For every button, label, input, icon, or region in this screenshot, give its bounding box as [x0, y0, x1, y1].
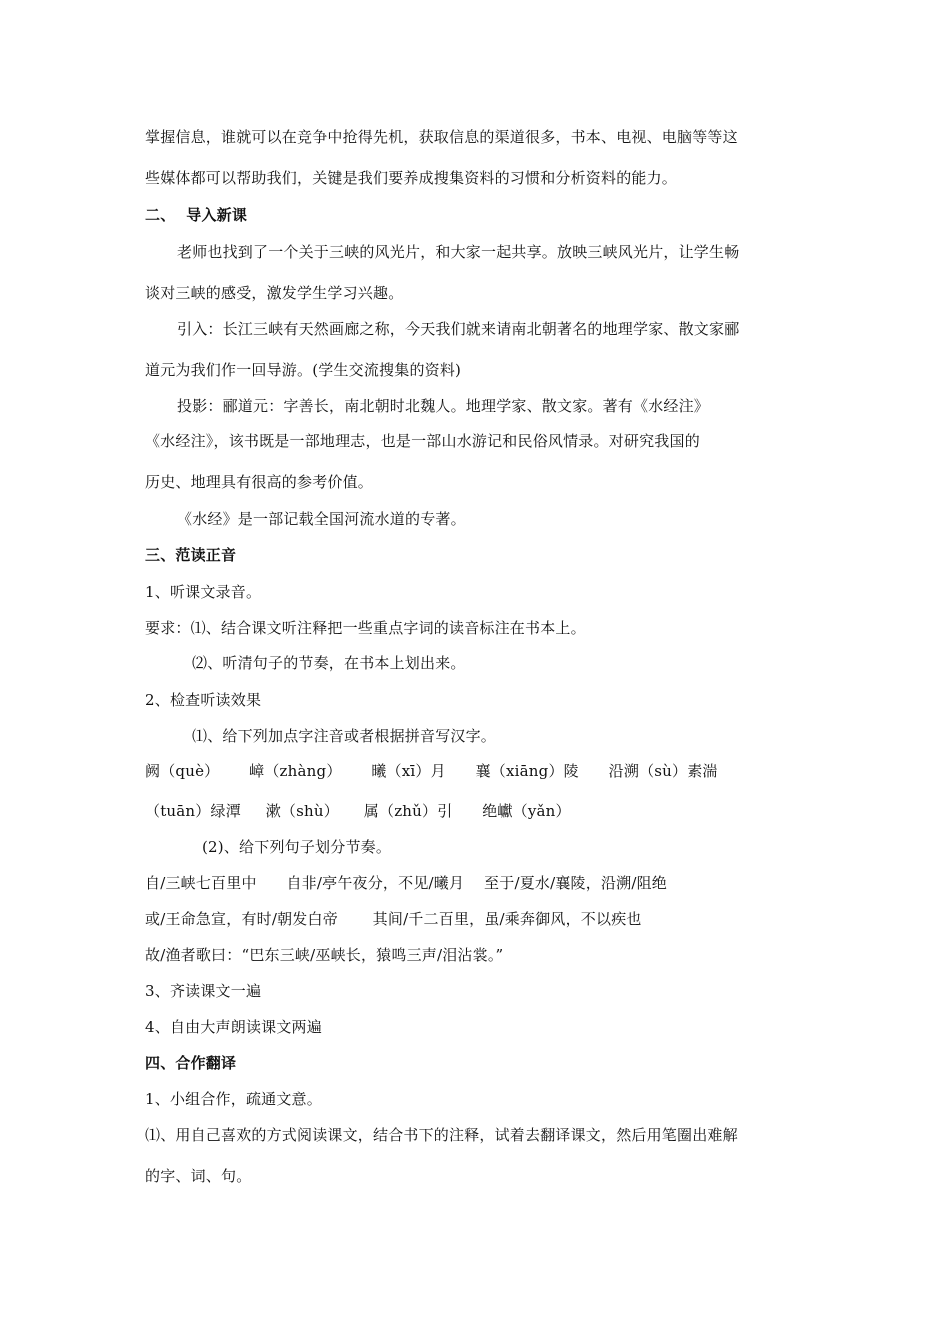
paragraph-line: 历史、地理具有很高的参考价值。: [145, 473, 374, 491]
section-heading: 三、范读正音: [145, 546, 237, 564]
paragraph-line: 或/王命急宣，有时/朝发白帝 其间/千二百里，虽/乘奔御风，不以疾也: [145, 910, 642, 928]
paragraph-line: 阙（què） 嶂（zhàng） 曦（xī）月 襄（xiāng）陵 沿溯（sù）素湍: [145, 762, 718, 780]
paragraph-line: 老师也找到了一个关于三峡的风光片，和大家一起共享。放映三峡风光片，让学生畅: [177, 243, 740, 261]
section-heading: 四、合作翻译: [145, 1054, 237, 1072]
paragraph-line: ⑴、给下列加点字注音或者根据拼音写汉字。: [192, 727, 497, 745]
paragraph-line: 要求：⑴、结合课文听注释把一些重点字词的读音标注在书本上。: [145, 619, 586, 637]
paragraph-line: 4、自由大声朗读课文两遍: [145, 1018, 322, 1036]
paragraph-line: 3、齐读课文一遍: [145, 982, 262, 1000]
paragraph-line: 1、听课文录音。: [145, 583, 262, 601]
paragraph-line: 掌握信息，谁就可以在竞争中抢得先机，获取信息的渠道很多，书本、电视、电脑等等这: [145, 128, 738, 146]
paragraph-line: ⑴、用自己喜欢的方式阅读课文，结合书下的注释，试着去翻译课文，然后用笔圈出难解: [145, 1126, 738, 1144]
paragraph-line: 投影：郦道元：字善长，南北朝时北魏人。地理学家、散文家。著有《水经注》: [177, 397, 710, 415]
paragraph-line: 的字、词、句。: [145, 1167, 252, 1185]
paragraph-line: 故/渔者歌曰：“巴东三峡/巫峡长，猿鸣三声/泪沾裳。”: [145, 946, 504, 964]
paragraph-line: 引入：长江三峡有天然画廊之称，今天我们就来请南北朝著名的地理学家、散文家郦: [177, 320, 740, 338]
paragraph-line: 谈对三峡的感受，激发学生学习兴趣。: [145, 284, 404, 302]
paragraph-line: 2、检查听读效果: [145, 691, 262, 709]
paragraph-line: （tuān）绿潭 漱（shù） 属（zhǔ）引 绝巘（yǎn）: [145, 802, 571, 820]
paragraph-line: 些媒体都可以帮助我们，关键是我们要养成搜集资料的习惯和分析资料的能力。: [145, 169, 678, 187]
paragraph-line: 道元为我们作一回导游。(学生交流搜集的资料): [145, 361, 462, 379]
paragraph-line: ⑵、听清句子的节奏，在书本上划出来。: [192, 654, 466, 672]
paragraph-line: 《水经注》，该书既是一部地理志，也是一部山水游记和民俗风情录。对研究我国的: [145, 432, 700, 450]
section-heading: 二、 导入新课: [145, 206, 248, 224]
paragraph-line: 自/三峡七百里中 自非/亭午夜分，不见/曦月 至于/夏水/襄陵，沿溯/阻绝: [145, 874, 668, 892]
paragraph-line: 《水经》是一部记载全国河流水道的专著。: [177, 510, 466, 528]
paragraph-line: (2)、给下列句子划分节奏。: [202, 838, 392, 856]
paragraph-line: 1、小组合作，疏通文意。: [145, 1090, 322, 1108]
